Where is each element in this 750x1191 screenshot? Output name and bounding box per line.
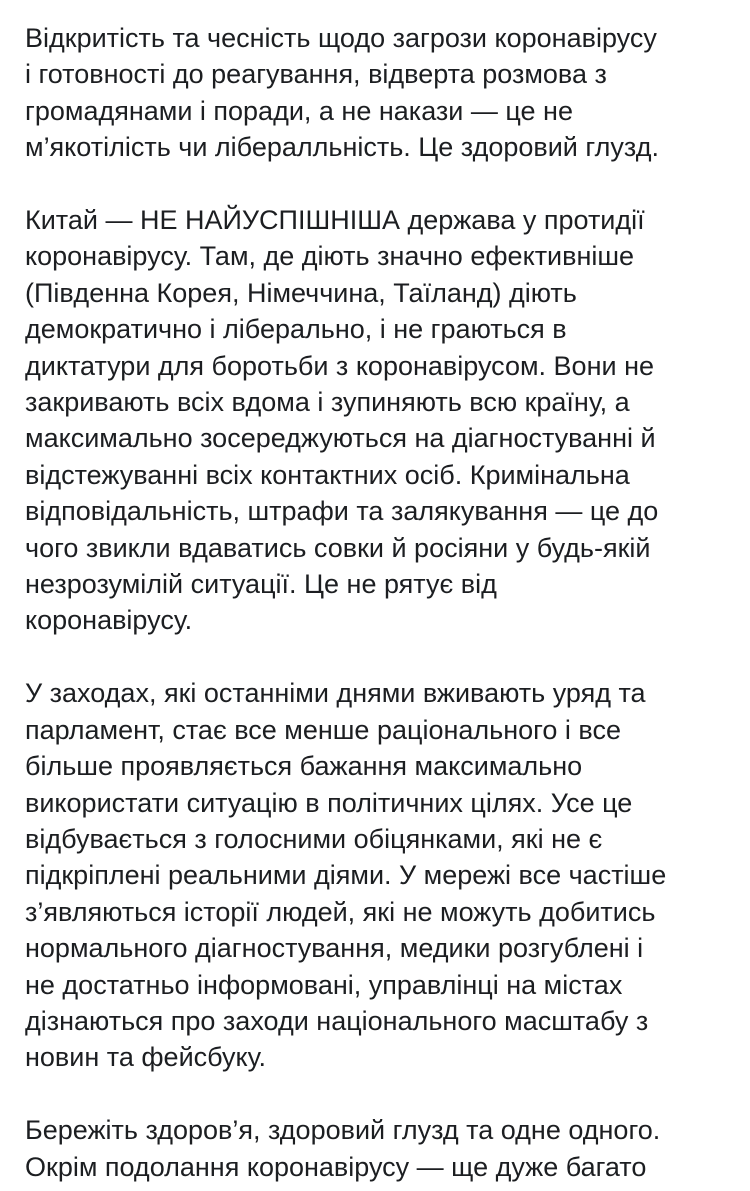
- post-paragraph: [25, 675, 730, 1075]
- post-line: з’являються історії людей, які не можуть добитись: [25, 896, 656, 927]
- post-line: Відкритість та чесність щодо загрози коронавірусу: [25, 23, 657, 53]
- post-line: відстежуванні всіх контактних осіб. Кримінальна: [25, 459, 630, 490]
- post-paragraph: [25, 1112, 730, 1185]
- post-line: дізнаються про заходи національного масштабу з: [25, 1005, 649, 1036]
- post-line: громадянами і поради, а не накази — це не: [25, 95, 573, 126]
- post-line: (Південна Корея, Німеччина, Таїланд) діють: [25, 277, 577, 308]
- post-line: чого звикли вдаватись совки й росіяни у будь-якій: [25, 532, 651, 563]
- post-line: У заходах, які останніми днями вживають уряд та: [25, 678, 646, 709]
- post-line: більше проявляється бажання максимально: [25, 751, 583, 782]
- post-line: відповідальність, штрафи та залякування — це до: [25, 496, 659, 527]
- post-line: відбувається з голосними обіцянками, які не є: [25, 823, 603, 854]
- post-line: Китай — НЕ НАЙУСПІШНІША держава у протидії: [25, 205, 645, 236]
- post-line: незрозумілій ситуації. Це не рятує від: [25, 569, 497, 600]
- post-line: нормального діагностування, медики розгублені і: [25, 933, 644, 964]
- post-line: новин та фейсбуку.: [25, 1042, 266, 1073]
- post-line: демократично і ліберально, і не граються в: [25, 314, 567, 345]
- post-line: і готовності до реагування, відверта розмова з: [25, 59, 607, 90]
- post-text: [25, 20, 730, 1185]
- paragraph-gap: [25, 639, 730, 675]
- post-line: Окрім подолання коронавірусу — ще дуже багато: [25, 1151, 647, 1182]
- post-line: підкріплені реальними діями. У мережі все частіше: [25, 860, 667, 891]
- paragraph-gap: [25, 166, 730, 202]
- post-paragraph: [25, 202, 730, 639]
- post-line: диктатури для боротьби з коронавірусом. Вони не: [25, 350, 654, 381]
- post-line: використати ситуацію в політичних цілях. Усе це: [25, 787, 633, 818]
- post-line: максимально зосереджуються на діагностуванні й: [25, 423, 656, 454]
- post-paragraph: [25, 20, 730, 166]
- post-line: коронавірусу.: [25, 605, 193, 636]
- post-line: м’якотілість чи лібералльність. Це здоровий глузд.: [25, 132, 659, 163]
- paragraph-gap: [25, 1076, 730, 1112]
- post-line: не достатньо інформовані, управлінці на містах: [25, 969, 623, 1000]
- post-line: коронавірусу. Там, де діють значно ефективніше: [25, 241, 635, 272]
- post-line: закривають всіх вдома і зупиняють всю країну, а: [25, 387, 630, 418]
- post-line: Бережіть здоров’я, здоровий глузд та одне одного.: [25, 1115, 661, 1146]
- post-line: парламент, стає все менше раціонального і все: [25, 714, 621, 745]
